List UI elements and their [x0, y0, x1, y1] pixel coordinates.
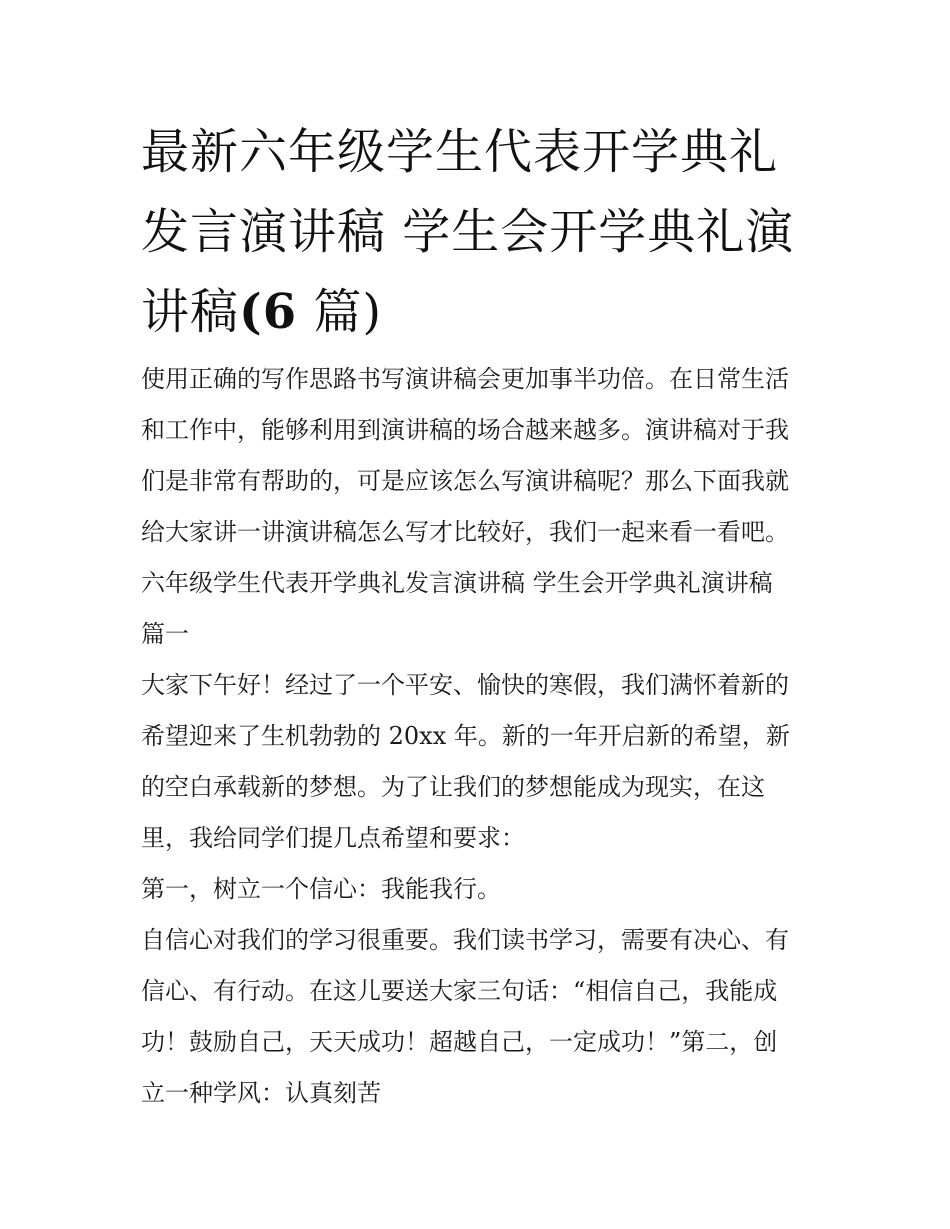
body-line: 大家下午好！经过了一个平安、愉快的寒假，我们满怀着新的 [141, 671, 789, 699]
body-line: 们是非常有帮助的，可是应该怎么写演讲稿呢？那么下面我就 [141, 467, 789, 495]
section-heading: 六年级学生代表开学典礼发言演讲稿 学生会开学典礼演讲稿 [141, 569, 773, 597]
title-line-3-text: 讲稿 [141, 284, 240, 340]
body-line: 希望迎来了生机勃勃的 20xx 年。新的一年开启新的希望，新 [141, 722, 790, 750]
title-line-1: 最新六年级学生代表开学典礼 [141, 124, 779, 180]
title-line-3 [141, 272, 821, 352]
title-line-2: 发言演讲稿 学生会开学典礼演 [141, 204, 795, 260]
body-line: 第一，树立一个信心：我能我行。 [141, 875, 501, 903]
body-line: 信心、有行动。在这儿要送大家三句话：“相信自己，我能成 [141, 977, 778, 1005]
title-count: (6 [239, 284, 298, 340]
body-line: 的空白承载新的梦想。为了让我们的梦想能成为现实，在这 [141, 773, 765, 801]
body-line: 给大家讲一讲演讲稿怎么写才比较好，我们一起来看一看吧。 [141, 518, 789, 546]
body-line: 使用正确的写作思路书写演讲稿会更加事半功倍。在日常生活 [141, 365, 789, 393]
document-title [141, 112, 821, 352]
title-suffix: 篇) [313, 284, 383, 340]
body-line: 功！鼓励自己，天天成功！超越自己，一定成功！”第二，创 [141, 1028, 778, 1056]
body-line: 里，我给同学们提几点希望和要求： [141, 824, 525, 852]
body-line: 立一种学风：认真刻苦 [141, 1079, 381, 1107]
body-line: 自信心对我们的学习很重要。我们读书学习，需要有决心、有 [141, 926, 789, 954]
document-body [141, 354, 821, 1119]
body-line: 和工作中，能够利用到演讲稿的场合越来越多。演讲稿对于我 [141, 416, 789, 444]
section-heading-continued: 篇一 [141, 620, 189, 648]
